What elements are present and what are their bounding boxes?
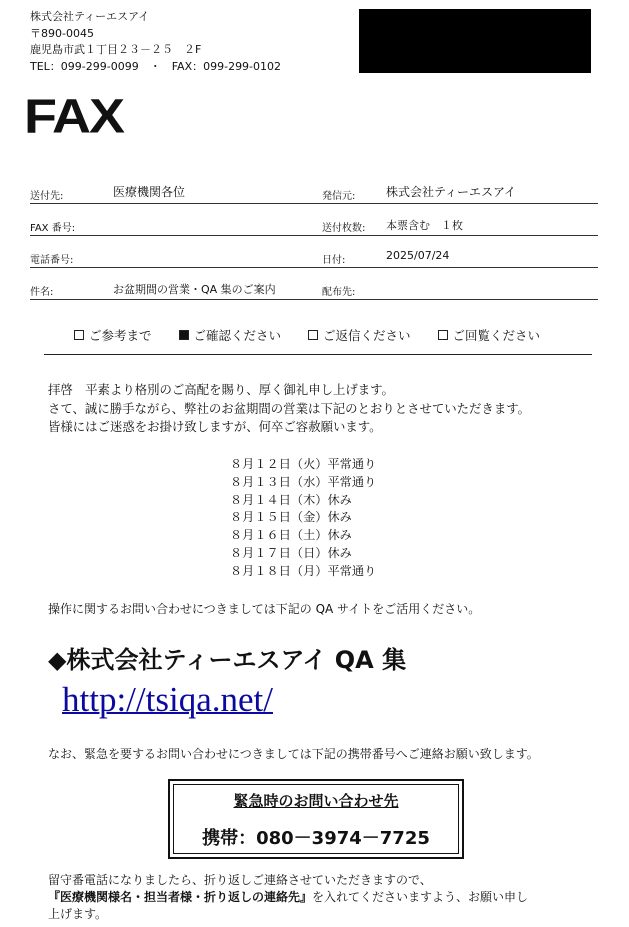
qa-site-link[interactable]: http://tsiqa.net/	[62, 680, 273, 719]
check-options	[74, 326, 540, 344]
greeting-line: 皆様にはご迷惑をお掛け致しますが、何卒ご容赦願います。	[48, 419, 382, 434]
check-circulate[interactable]	[438, 326, 541, 344]
holiday-schedule	[230, 456, 376, 581]
closing-rest: を入れてくださいますよう、お願い申し	[312, 890, 529, 904]
emergency-phone: 携帯：080－3974－7725	[202, 828, 430, 849]
checkbox-checked-icon	[179, 330, 189, 340]
check-label: ご参考まで	[89, 328, 152, 343]
schedule-item: ８月１３日（水）平常通り	[230, 474, 377, 489]
emergency-title-text: 緊急時のお問い合わせ先	[233, 792, 399, 810]
sender-company: 株式会社ティーエスアイ	[30, 10, 150, 23]
closing-emphasis: 『医療機関様名・担当者様・折り返しの連絡先』	[48, 890, 313, 904]
check-label: ご回覧ください	[452, 328, 541, 343]
greeting-line: さて、誠に勝手ながら、弊社のお盆期間の営業は下記のとおりとさせていただきます。	[48, 400, 530, 416]
schedule-item: ８月１４日（木）休み	[230, 492, 352, 507]
emergency-contact-box	[168, 779, 464, 859]
pages-value: 本票含む １枚	[386, 219, 463, 232]
schedule-item: ８月１７日（日）休み	[230, 545, 352, 560]
schedule-item: ８月１２日（火）平常通り	[230, 457, 377, 471]
doc-title: FAX	[24, 89, 124, 144]
emergency-title	[170, 790, 462, 811]
sender-tel-fax: TEL：099-299-0099 ・ FAX：099-299-0102	[30, 59, 282, 73]
urgent-note: なお、緊急を要するお問い合わせにつきましては下記の携帯番号へご連絡お願い致します。	[48, 747, 539, 761]
header-row-phone	[30, 236, 598, 268]
schedule-item: ８月１６日（土）休み	[230, 528, 352, 543]
qa-intro-text: 操作に関するお問い合わせにつきましては下記の QA サイトをご活用ください。	[48, 602, 481, 616]
to-label: 送付先:	[30, 191, 64, 202]
check-label: ご確認ください	[193, 328, 282, 343]
sender-postal: 〒890-0045	[30, 26, 94, 40]
qa-title: ◆株式会社ティーエスアイ QA 集	[48, 646, 407, 674]
date-value: 2025/07/24	[386, 249, 450, 262]
header-row-fax	[30, 204, 598, 236]
from-label: 発信元:	[322, 191, 356, 202]
schedule-item: ８月１８日（月）平常通り	[230, 563, 377, 578]
faxno-label: FAX 番号:	[30, 223, 76, 234]
subject-label: 件名:	[30, 287, 54, 298]
header-row-subject	[30, 268, 598, 300]
sender-block	[30, 9, 281, 75]
from-value: 株式会社ティーエスアイ	[386, 185, 516, 199]
closing-line: 上げます。	[48, 907, 108, 921]
redacted-area	[359, 9, 591, 73]
pages-label: 送付枚数:	[322, 223, 366, 234]
greeting-text	[48, 381, 530, 437]
schedule-item: ８月１５日（金）休み	[230, 510, 352, 525]
header-row-to	[30, 172, 598, 204]
closing-line	[48, 889, 528, 906]
check-confirm[interactable]	[179, 326, 282, 344]
sender-address: 鹿児島市武１丁目２３－２５ ２F	[30, 43, 202, 56]
checkbox-icon	[308, 330, 318, 340]
check-label: ご返信ください	[323, 328, 411, 343]
date-label: 日付:	[322, 255, 346, 266]
check-reply[interactable]	[308, 326, 411, 344]
closing-text	[48, 872, 528, 923]
dist-label: 配布先:	[322, 287, 356, 298]
to-value: 医療機関各位	[113, 185, 186, 199]
greeting-line: 拝啓 平素より格別のご高配を賜り、厚く御礼申し上げます。	[48, 382, 394, 397]
closing-line: 留守番電話になりましたら、折り返しご連絡させていただきますので、	[48, 873, 432, 887]
checkbox-icon	[438, 330, 448, 340]
checkbox-icon	[74, 330, 84, 340]
subject-value: お盆期間の営業・QA 集のご案内	[113, 283, 276, 296]
divider	[44, 354, 592, 355]
check-reference[interactable]	[74, 326, 152, 344]
phone-label: 電話番号:	[30, 255, 74, 266]
